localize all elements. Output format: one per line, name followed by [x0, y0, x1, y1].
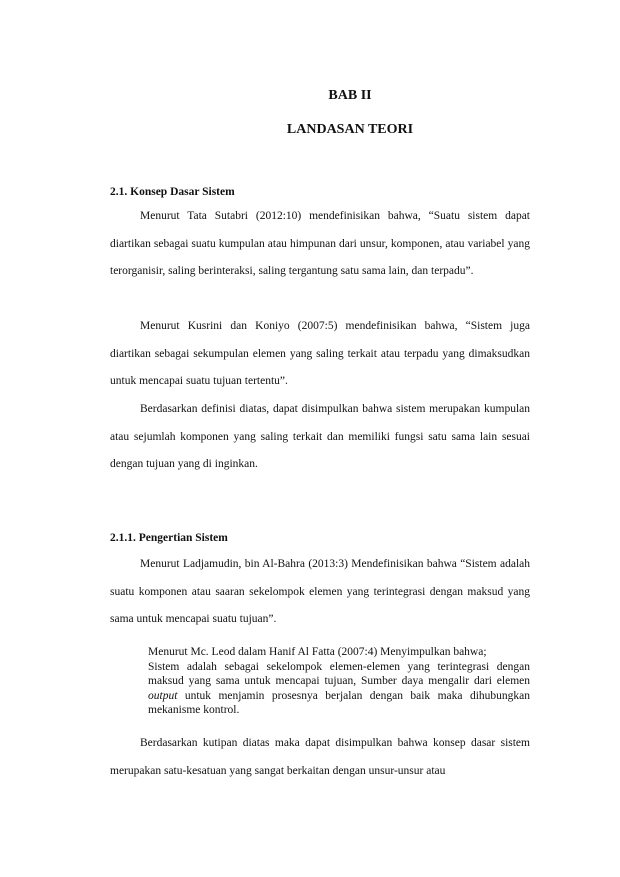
paragraph: Menurut Ladjamudin, bin Al-Bahra (2013:3) Mendefinisikan bahwa “Sistem adalah suatu komponen atau saaran sekelompok elemen yang terintegrasi dengan maksud yang sama untuk mencapai suatu tujuan”.: [110, 558, 530, 625]
section-heading: 2.1. Konsep Dasar Sistem: [110, 186, 235, 198]
quote-text: Sistem adalah sebagai sekelompok elemen-elemen yang terintegrasi dengan maksud yang sama untuk mencapai tujuan, Sumber daya mengalir dari elemen: [148, 660, 530, 687]
paragraph: Menurut Tata Sutabri (2012:10) mendefinisikan bahwa, “Suatu sistem dapat diartikan sebagai suatu kumpulan atau himpunan dari unsur, komponen, atau variabel yang terorganisir, saling berinteraksi, saling tergantung satu sama lain, dan terpadu”.: [110, 210, 530, 277]
paragraph: Berdasarkan definisi diatas, dapat disimpulkan bahwa sistem merupakan kumpulan atau sejumlah komponen yang saling terkait dan memiliki fungsi satu sama lain sesuai dengan tujuan yang di inginkan.: [110, 403, 530, 470]
paragraph: Menurut Kusrini dan Koniyo (2007:5) mendefinisikan bahwa, “Sistem juga diartikan sebagai sekumpulan elemen yang saling terkait atau terpadu yang dimaksudkan untuk mencapai suatu tujuan tertentu”.: [110, 320, 530, 387]
chapter-heading: BAB II: [328, 88, 372, 103]
block-quote: [148, 645, 530, 718]
chapter-title: LANDASAN TEORI: [286, 122, 414, 137]
subsection-heading: 2.1.1. Pengertian Sistem: [110, 532, 228, 544]
quote-emphasis: output: [148, 689, 178, 702]
quote-intro: Menurut Mc. Leod dalam Hanif Al Fatta (2007:4) Menyimpulkan bahwa;: [148, 646, 487, 658]
paragraph: Berdasarkan kutipan diatas maka dapat disimpulkan bahwa konsep dasar sistem merupakan satu-kesatuan yang sangat berkaitan dengan unsur-unsur atau: [110, 737, 530, 777]
quote-text-end: untuk menjamin prosesnya berjalan dengan baik maka dihubungkan mekanisme kontrol.: [148, 689, 530, 716]
